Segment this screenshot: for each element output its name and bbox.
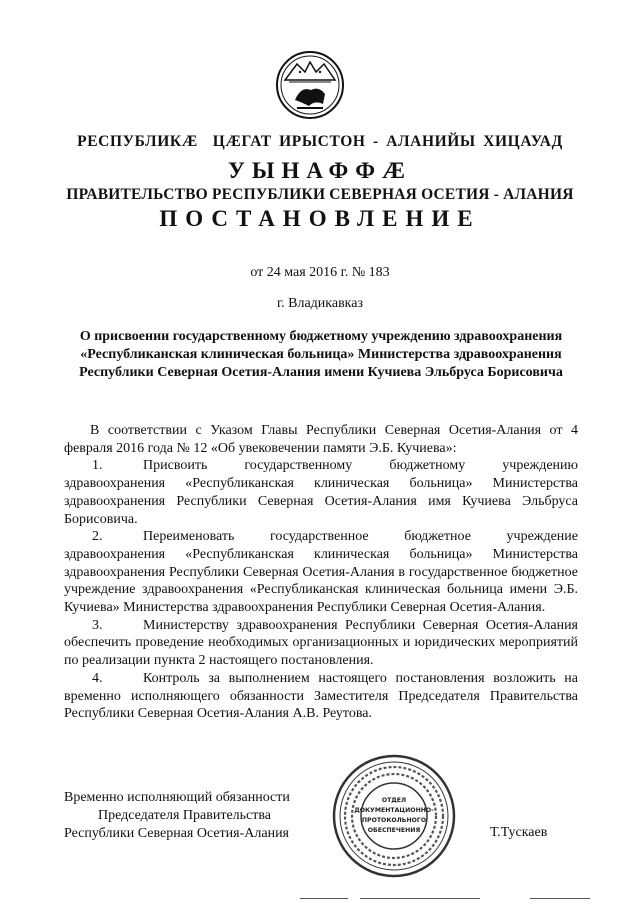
- official-stamp: [330, 752, 458, 880]
- signatory-position-line: Председателя Правительства: [98, 808, 272, 823]
- item-number: 3.: [92, 617, 103, 633]
- document-type-title: ПОСТАНОВЛЕНИЕ: [159, 206, 481, 231]
- preamble-paragraph: В соответствии с Указом Главы Республики Северная Осетия-Алания от 4 февраля 2016 года № 12 «Об увековечении памяти Э.Б. Кучиева»:: [64, 423, 578, 456]
- signatory-position-line: Республики Северная Осетия-Алания: [64, 826, 289, 841]
- document-body: [64, 422, 578, 723]
- stamp-text-line: ОТДЕЛ: [381, 797, 407, 804]
- item-text: Контроль за выполнением настоящего постановления возложить на временно исполняющего обязанности Заместителя Председателя Правительства Республики Северная Осетия-Алания А.В. Реутова.: [64, 670, 578, 722]
- list-item: [64, 670, 578, 723]
- document-date-number: от 24 мая 2016 г. № 183: [250, 265, 390, 280]
- header-ossetian-resolution: УЫНАФФӔ: [227, 158, 413, 183]
- item-number: 1.: [92, 458, 103, 474]
- stamp-text-line: ПРОТОКОЛЬНОГО: [361, 817, 427, 824]
- list-item: [64, 617, 578, 670]
- signatory-position-line: Временно исполняющий обязанности: [64, 790, 290, 805]
- signatory-name: Т.Тускаев: [490, 825, 548, 840]
- document-subject-title: О присвоении государственному бюджетному учреждению здравоохранения «Республиканская клиническая больница» Министерства здравоохранения Республики Северная Осетия-Алания имени Кучиева Эльбруса Борисовича: [79, 329, 563, 380]
- stamp-text-line: ДОКУМЕНТАЦИОННО-: [354, 807, 434, 814]
- coat-of-arms-emblem: [275, 50, 345, 120]
- item-number: 2.: [92, 529, 103, 545]
- header-government-name: ПРАВИТЕЛЬСТВО РЕСПУБЛИКИ СЕВЕРНАЯ ОСЕТИЯ - АЛАНИЯ: [66, 186, 574, 203]
- item-number: 4.: [92, 670, 103, 686]
- document-city: г. Владикавказ: [276, 296, 364, 311]
- footer-rule: [300, 898, 348, 899]
- header-ossetian-republic: РЕСПУБЛИКӔ ЦӔГАТ ИРЫСТОН - АЛАНИЙЫ ХИЦАУАД: [77, 133, 563, 150]
- signatory-block: [64, 789, 324, 843]
- footer-rule: [360, 898, 480, 899]
- item-text: Министерству здравоохранения Республики Северная Осетия-Алания обеспечить проведение необходимых организационных и юридических мероприятий по реализации пункта 2 настоящего постановления.: [64, 617, 578, 669]
- footer-rule: [530, 898, 590, 899]
- item-text: Присвоить государственному бюджетному учреждению здравоохранения «Республиканская клиническая больница» Министерства здравоохранения Республики Северная Осетия-Алания имя Кучиева Эльбруса Борисовича.: [64, 458, 578, 527]
- list-item: [64, 457, 578, 528]
- stamp-text-line: ОБЕСПЕЧЕНИЯ: [367, 827, 421, 834]
- item-text: Переименовать государственное бюджетное учреждение здравоохранения «Республиканская клиническая больница» Министерства здравоохранения Республики Северная Осетия-Алания в государственное бюджетное учреждение здравоохранения «Республиканская клиническая больница имени Э.Б. Кучиева» Министерства здравоохранения Республики Северная Осетия-Алания.: [64, 529, 578, 616]
- list-item: [64, 528, 578, 617]
